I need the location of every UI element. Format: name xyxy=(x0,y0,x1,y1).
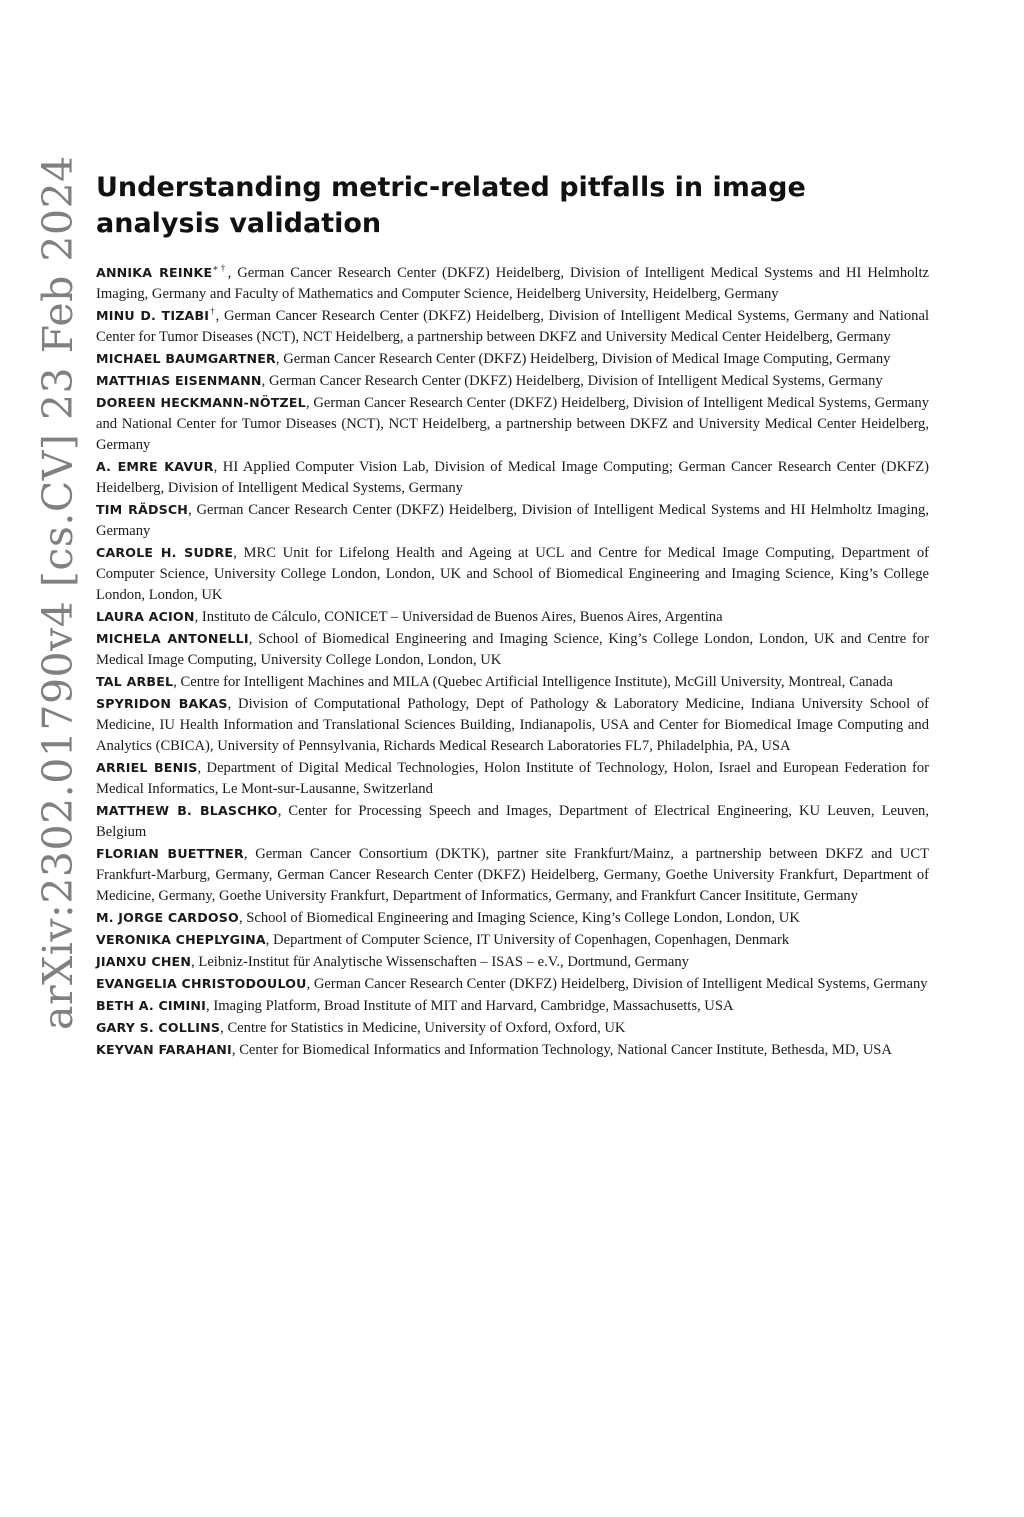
author-entry xyxy=(96,1039,929,1061)
author-affiliation: , Department of Computer Science, IT University of Copenhagen, Copenhagen, Denmark xyxy=(265,932,790,948)
author-entry xyxy=(96,499,929,542)
author-name: BETH A. CIMINI xyxy=(96,998,207,1013)
author-affiliation: , HI Applied Computer Vision Lab, Division of Medical Image Computing; German Cancer Research Center (DKFZ) Heidelberg, Division of Intelligent Medical Systems, Germany xyxy=(96,459,930,496)
author-affiliation: , Division of Computational Pathology, Dept of Pathology & Laboratory Medicine, Indiana University School of Medicine, IU Health Information and Translational Sciences Building, Indianapolis, USA and Center for Biomedical Image Computing and Analytics (CBICA), University of Pennsylvania, Richards Medical Research Laboratories FL7, Philadelphia, PA, USA xyxy=(96,696,929,754)
author-entry xyxy=(96,628,929,671)
footnote-mark: ∗† xyxy=(212,263,228,274)
author-name: ARRIEL BENIS xyxy=(96,760,198,775)
author-name: MICHAEL BAUMGARTNER xyxy=(96,351,276,366)
author-name: GARY S. COLLINS xyxy=(96,1020,221,1035)
author-entry xyxy=(96,305,929,348)
author-affiliation: , German Cancer Research Center (DKFZ) Heidelberg, Division of Intelligent Medical Systems, Germany and National Center for Tumor Diseases (NCT), NCT Heidelberg, a partnership between DKFZ and University Medical Center Heidelberg, Germany xyxy=(96,308,930,345)
author-affiliation: , Imaging Platform, Broad Institute of MIT and Harvard, Cambridge, Massachusetts, USA xyxy=(206,998,734,1014)
footnote-mark: † xyxy=(209,306,216,317)
author-name: DOREEN HECKMANN-NÖTZEL xyxy=(96,395,306,410)
author-affiliation: , Center for Processing Speech and Images, Department of Electrical Engineering, KU Leuven, Leuven, Belgium xyxy=(96,803,929,840)
author-name: ANNIKA REINKE xyxy=(96,265,213,280)
author-name: SPYRIDON BAKAS xyxy=(96,696,228,711)
author-entry xyxy=(96,606,929,628)
author-affiliation: , Center for Biomedical Informatics and Information Technology, National Cancer Institute, Bethesda, MD, USA xyxy=(231,1042,892,1058)
author-list xyxy=(96,262,929,1061)
author-name: TAL ARBEL xyxy=(96,674,174,689)
author-affiliation: , School of Biomedical Engineering and Imaging Science, King’s College London, London, UK xyxy=(238,910,800,926)
author-entry xyxy=(96,456,929,499)
author-name: MATTHEW B. BLASCHKO xyxy=(96,803,278,818)
author-entry xyxy=(96,995,929,1017)
author-name: CAROLE H. SUDRE xyxy=(96,545,234,560)
author-affiliation: , School of Biomedical Engineering and Imaging Science, King’s College London, London, UK and Centre for Medical Image Computing, University College London, London, UK xyxy=(96,631,929,668)
author-entry xyxy=(96,392,929,456)
author-entry xyxy=(96,370,929,392)
author-affiliation: , Instituto de Cálculo, CONICET – Universidad de Buenos Aires, Buenos Aires, Argentina xyxy=(194,609,723,625)
paper-front-matter xyxy=(96,170,929,1061)
author-entry xyxy=(96,843,929,907)
author-name: FLORIAN BUETTNER xyxy=(96,846,244,861)
author-affiliation: , MRC Unit for Lifelong Health and Ageing at UCL and Centre for Medical Image Computing, Department of Computer Science, University College London, London, UK and School of Biomedical Engineering and Imaging Science, King’s College London, London, UK xyxy=(96,545,929,603)
author-entry xyxy=(96,757,929,800)
author-name: MINU D. TIZABI xyxy=(96,308,210,323)
author-affiliation: , Centre for Statistics in Medicine, University of Oxford, Oxford, UK xyxy=(220,1020,626,1036)
author-affiliation: , German Cancer Research Center (DKFZ) Heidelberg, Division of Intelligent Medical Systems, Germany and National Center for Tumor Diseases (NCT), NCT Heidelberg, a partnership between DKFZ and University Medical Center Heidelberg, Germany xyxy=(96,395,929,453)
author-name: LAURA ACION xyxy=(96,609,195,624)
author-affiliation: , German Cancer Research Center (DKFZ) Heidelberg, Division of Intelligent Medical Systems and HI Helmholtz Imaging, Germany xyxy=(96,502,930,539)
author-entry xyxy=(96,929,929,951)
author-entry xyxy=(96,973,929,995)
author-affiliation: , Leibniz-Institut für Analytische Wissenschaften – ISAS – e.V., Dortmund, Germany xyxy=(191,954,689,970)
author-entry xyxy=(96,542,929,606)
author-name: EVANGELIA CHRISTODOULOU xyxy=(96,976,307,991)
author-affiliation: , German Cancer Research Center (DKFZ) Heidelberg, Division of Intelligent Medical Systems, Germany xyxy=(306,976,928,992)
author-affiliation: , German Cancer Research Center (DKFZ) Heidelberg, Division of Intelligent Medical Systems, Germany xyxy=(261,373,883,389)
author-entry xyxy=(96,262,929,305)
author-entry xyxy=(96,348,929,370)
author-name: TIM RÄDSCH xyxy=(96,502,189,517)
author-entry xyxy=(96,907,929,929)
author-affiliation: , German Cancer Consortium (DKTK), partner site Frankfurt/Mainz, a partnership between DKFZ and UCT Frankfurt-Marburg, Germany, German Cancer Research Center (DKFZ) Heidelberg, Germany, Goethe University Frankfurt, Department of Medicine, Germany, Goethe University Frankfurt, Department of Informatics, Germany, and Frankfurt Cancer Insititute, Germany xyxy=(96,846,929,904)
author-entry xyxy=(96,671,929,693)
author-name: KEYVAN FARAHANI xyxy=(96,1042,232,1057)
author-entry xyxy=(96,951,929,973)
author-name: MICHELA ANTONELLI xyxy=(96,631,249,646)
author-entry xyxy=(96,693,929,757)
author-affiliation: , Department of Digital Medical Technologies, Holon Institute of Technology, Holon, Israel and European Federation for Medical Informatics, Le Mont-sur-Lausanne, Switzerland xyxy=(96,760,929,797)
paper-title: Understanding metric-related pitfalls in image analysis validation xyxy=(96,172,806,239)
arxiv-identifier: arXiv:2302.01790v4 [cs.CV] 23 Feb 2024 xyxy=(34,155,82,1030)
author-name: JIANXU CHEN xyxy=(96,954,192,969)
author-name: M. JORGE CARDOSO xyxy=(96,910,239,925)
author-entry xyxy=(96,800,929,843)
author-entry xyxy=(96,1017,929,1039)
author-affiliation: , German Cancer Research Center (DKFZ) Heidelberg, Division of Intelligent Medical Systems and HI Helmholtz Imaging, Germany and Faculty of Mathematics and Computer Science, Heidelberg University, Heidelberg, Germany xyxy=(96,265,929,302)
author-name: VERONIKA CHEPLYGINA xyxy=(96,932,266,947)
author-affiliation: , Centre for Intelligent Machines and MILA (Quebec Artificial Intelligence Institute), McGill University, Montreal, Canada xyxy=(173,674,893,690)
author-affiliation: , German Cancer Research Center (DKFZ) Heidelberg, Division of Medical Image Computing, Germany xyxy=(275,351,891,367)
author-name: A. EMRE KAVUR xyxy=(96,459,214,474)
author-name: MATTHIAS EISENMANN xyxy=(96,373,262,388)
